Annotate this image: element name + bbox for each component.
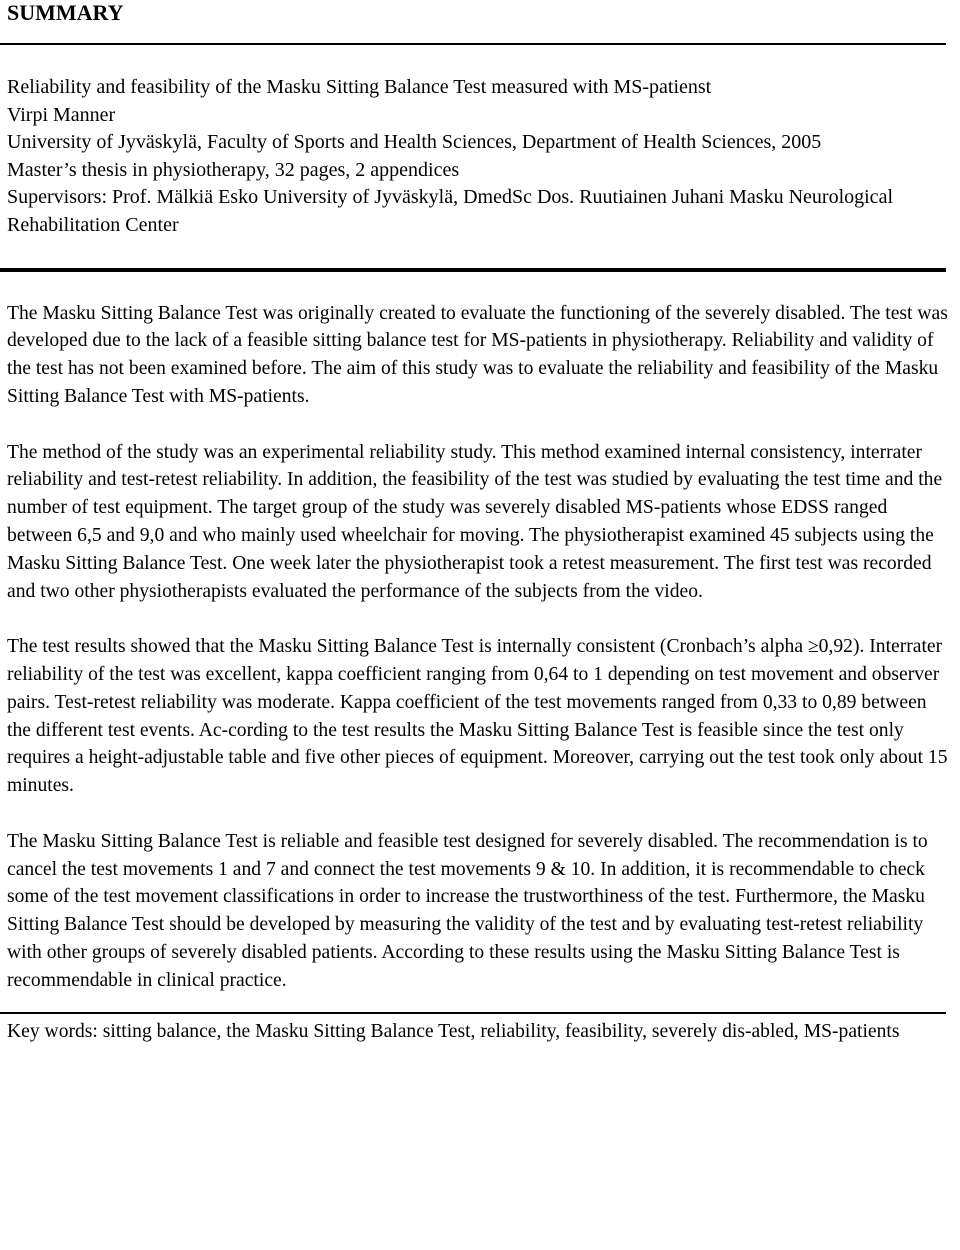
metadata-divider [0,268,946,272]
heading-divider [0,43,946,45]
abstract-body [7,300,954,995]
abstract-paragraph-methods: The method of the study was an experimental reliability study. This method examined internal consistency, interrater reliability and test-retest reliability. In addition, the feasibility of the test was studied by evaluating the test time and the number of test equipment. The target group of the study was severely disabled MS-patients whose EDSS ranged between 6,5 and 9,0 and who mainly used wheelchair for moving. The physiotherapist examined 45 subjects using the Masku Sitting Balance Test. One week later the physiotherapist took a retest measurement. The first test was recorded and two other physiotherapists evaluated the performance of the subjects from the video. [7,441,943,602]
abstract-paragraph-results: The test results showed that the Masku Sitting Balance Test is internally consistent (Cronbach’s alpha ≥0,92). Interrater reliability of the test was excellent, kappa coefficient ranging from 0,64 to 1 depending on test movement and observer pairs. Test-retest reliability was moderate. Kappa coefficient of the test movements ranged from 0,33 to 0,89 between the different test events. Ac-cording to the test results the Masku Sitting Balance Test is feasible since the test only requires a height-adjustable table and five other pieces of equipment. Moreover, carrying out the test took only about 15 minutes. [7,636,948,797]
thesis-title: Reliability and feasibility of the Masku Sitting Balance Test measured with MS-patienst [7,76,712,98]
abstract-paragraph-background: The Masku Sitting Balance Test was originally created to evaluate the functioning of the severely disabled. The test was developed due to the lack of a feasible sitting balance test for MS-patients in physiotherapy. Reliability and validity of the test has not been examined before. The aim of this study was to evaluate the reliability and feasibility of the Masku Sitting Balance Test with MS-patients. [7,302,948,407]
thesis-supervisors: Supervisors: Prof. Mälkiä Esko University of Jyväskylä, DmedSc Dos. Ruutiainen Juhani Masku Neurological Rehabilitation Center [7,186,893,236]
thesis-type: Master’s thesis in physiotherapy, 32 pages, 2 appendices [7,158,460,181]
thesis-affiliation: University of Jyväskylä, Faculty of Sports and Health Sciences, Department of Health Sciences, 2005 [7,131,822,154]
thesis-author: Virpi Manner [7,103,116,126]
thesis-metadata [7,74,954,240]
keywords-divider [0,1012,946,1014]
page-heading: SUMMARY [7,0,124,25]
keywords-line: Key words: sitting balance, the Masku Sitting Balance Test, reliability, feasibility, severely dis-abled, MS-patients [7,1021,900,1043]
abstract-paragraph-conclusions: The Masku Sitting Balance Test is reliable and feasible test designed for severely disabled. The recommendation is to cancel the test movements 1 and 7 and connect the test movements 9 & 10. In addition, it is recommendable to check some of the test movement classifications in order to increase the trustworthiness of the test. Furthermore, the Masku Sitting Balance Test should be developed by measuring the validity of the test and by evaluating test-retest reliability with other groups of severely disabled patients. According to these results using the Masku Sitting Balance Test is recommendable in clinical practice. [7,830,928,991]
